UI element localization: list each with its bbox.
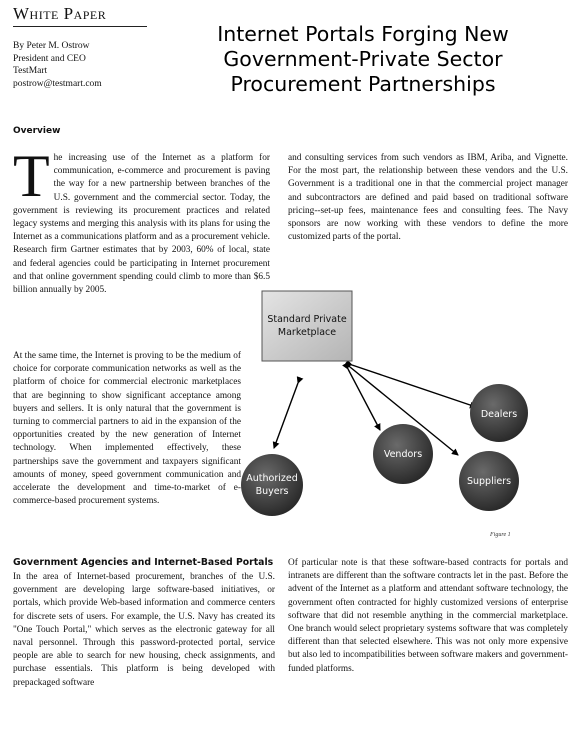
vendors-label: Vendors: [383, 449, 423, 460]
title-line-2: Government-Private Sector: [223, 47, 503, 71]
title-line-1: Internet Portals Forging New: [217, 22, 509, 46]
drop-cap: T: [13, 143, 50, 209]
dealers-label: Dealers: [480, 409, 518, 420]
connector-buyers: [274, 383, 298, 448]
buyers-label-line-2: Buyers: [255, 486, 289, 497]
overview-heading: Overview: [13, 126, 61, 136]
author-title: President and CEO: [13, 53, 86, 64]
section-heading: Government Agencies and Internet-Based Portals: [13, 557, 274, 568]
marketplace-box: [262, 291, 352, 361]
overview-paragraph-1: [13, 143, 270, 297]
section-left-paragraph: In the area of Internet-based procurement, branches of the U.S. government are developing large software-based initiatives, or portals, which provide Web-based information and commerce centers for discrete sets of users. For example, the U.S. Navy has created its "One Touch Portal," which serves as the electronic gateway for all naval personnel. Through this password-protected portal, service people are able to search for new housing, check assignments, and purchase essentials. This platform is being developed with prepackaged software: [13, 572, 275, 688]
author-name: By Peter M. Ostrow: [13, 41, 90, 51]
title-line-3: Procurement Partnerships: [230, 72, 496, 96]
authorized-buyers-node: [241, 454, 303, 516]
overview-paragraph-1-text: he increasing use of the Internet as a platform for communication, e-commerce and procurement is paving the way for a new partnership between branches of the U.S. government and the commercial sector. Today, the government is reviewing its procurement practices and related legacy systems and merging this analysis with its plans for using the Internet as a communications platform and as a procurement vehicle. Research firm Gartner estimates that by 2003, 60% of local, state and federal agencies could be participating in Internet procurement and that online government spending could climb to more than $6.5 billion annually by 2005.: [13, 153, 270, 296]
author-block: [13, 40, 153, 90]
marketplace-diagram: [240, 285, 575, 545]
section-right-paragraph: Of particular note is that these software-based contracts for portals and intranets are different than the software contracts let in the past. Before the advent of the Internet as a platform and attendant software technology, the government often contracted for highly customized versions of enterprise software that did not resemble anything in the commercial marketplace. One branch would select proprietary systems software that was completely different than that selected elsewhere. This was not only more expensive but also led to incompatibilities between software makers and government-funded platforms.: [288, 558, 568, 674]
connector-dealers: [352, 365, 476, 407]
author-company: TestMart: [13, 66, 48, 76]
figure-caption: Figure 1: [490, 532, 511, 538]
author-email: postrow@testmart.com: [13, 78, 102, 89]
marketplace-label-line-1: Standard Private: [267, 314, 347, 325]
page-title: [158, 22, 568, 97]
document-label: White Paper: [13, 4, 147, 27]
overview-right-paragraph: and consulting services from such vendors as IBM, Ariba, and Vignette. For the most part, the relationship between these vendors and the U.S. Government is a traditional one in that the commercial project manager and subcontractors are defined and paid based on traditional software pricing--set-up fees, maintenance fees and consulting fees. The Navy sponsors are now working with these vendors to define the more customized parts of the portal.: [288, 153, 568, 243]
buyers-label-line-1: Authorized: [246, 473, 298, 484]
marketplace-label-line-2: Marketplace: [277, 327, 337, 338]
suppliers-label: Suppliers: [466, 476, 512, 487]
overview-paragraph-2: At the same time, the Internet is proving to be the medium of choice for corporate communication networks as well as the platform of choice for commercial electronic marketplaces that are beginning to show significant acceptance among buyers and sellers. It is only natural that the government is turning to commercial partners to aid in the expansion of the opportunities created by the new generation of Internet technology. When implemented effectively, these partnerships save the government and taxpayers significant amounts of money, speed government communication and accelerate the development and time-to-market of e-commerce-based procurement systems.: [13, 351, 241, 507]
